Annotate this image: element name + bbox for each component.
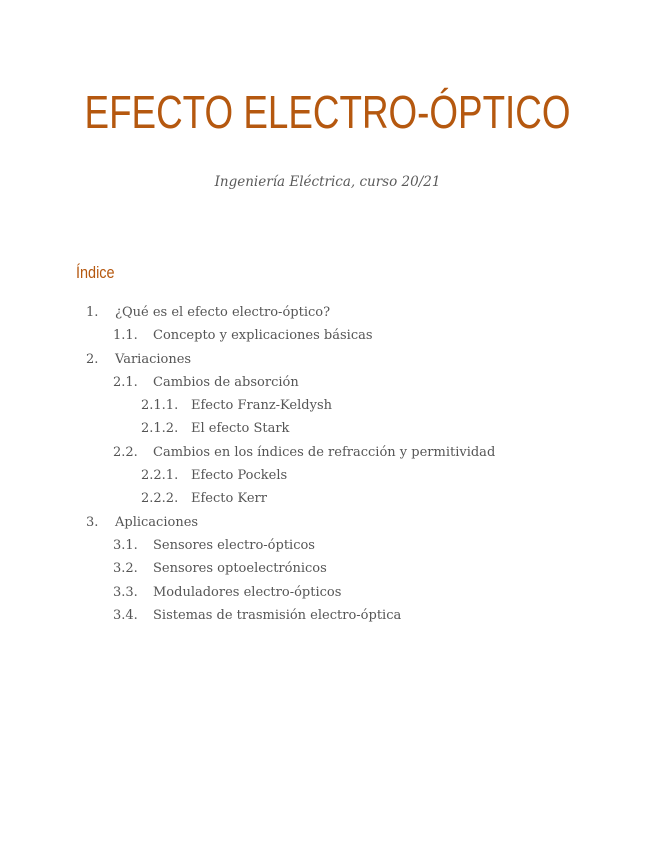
toc-entry-label: ¿Qué es el efecto electro-óptico? [115, 305, 331, 320]
toc-entry-number: 2.1.2. [141, 421, 179, 437]
toc-entry[interactable] [0, 608, 655, 631]
toc-entry[interactable] [0, 445, 655, 468]
toc-entry-label: Aplicaciones [115, 514, 199, 530]
toc-entry[interactable] [0, 538, 655, 561]
toc-entry[interactable] [0, 328, 655, 351]
toc-entry-label: Sensores electro-ópticos [153, 537, 315, 553]
toc-entry-label: Efecto Pockels [191, 468, 288, 484]
toc-entry-number: 3. [86, 514, 99, 530]
toc-entry-number: 2. [86, 351, 99, 367]
toc-entry-label: Cambios en los índices de refracción y permitividad [153, 444, 496, 460]
toc-entry-label: Concepto y explicaciones básicas [153, 328, 373, 344]
toc-entry-label: El efecto Stark [191, 421, 290, 437]
toc-heading: Índice [76, 263, 115, 282]
toc-entry[interactable] [0, 305, 655, 328]
toc-entry-label: Moduladores electro-ópticos [153, 584, 342, 600]
toc-entry-number: 2.2.2. [141, 491, 179, 507]
toc-entry-label: Variaciones [115, 351, 192, 367]
document-title: EFECTO ELECTRO-ÓPTICO [84, 86, 571, 138]
toc-entry[interactable] [0, 421, 655, 444]
toc-entry[interactable] [0, 515, 655, 538]
toc-entry-label: Efecto Kerr [191, 491, 267, 507]
toc-entry-number: 1.1. [113, 328, 138, 344]
toc-entry-number: 3.1. [113, 537, 138, 553]
toc-entry-number: 3.2. [113, 561, 138, 577]
toc-entry-label: Efecto Franz-Keldysh [191, 398, 332, 414]
toc-entry[interactable] [0, 491, 655, 514]
toc-entry-number: 2.1. [113, 374, 138, 390]
toc-entry-label: Sensores optoelectrónicos [153, 561, 327, 577]
toc-entry-number: 1. [86, 305, 99, 320]
toc-entry-number: 2.1.1. [141, 398, 179, 414]
toc-entry-label: Cambios de absorción [153, 374, 299, 390]
toc-entry-label: Sistemas de trasmisión electro-óptica [153, 607, 402, 623]
toc-entry[interactable] [0, 585, 655, 608]
toc-entry-number: 2.2.1. [141, 468, 179, 484]
toc-entry-number: 3.4. [113, 607, 138, 623]
toc-entry[interactable] [0, 352, 655, 375]
toc-entry[interactable] [0, 398, 655, 421]
toc-entry-number: 2.2. [113, 444, 138, 460]
document-subtitle: Ingeniería Eléctrica, curso 20/21 [214, 174, 441, 190]
toc-entry-number: 3.3. [113, 584, 138, 600]
toc-entry[interactable] [0, 468, 655, 491]
toc-entry[interactable] [0, 561, 655, 584]
toc-entry[interactable] [0, 375, 655, 398]
table-of-contents [0, 305, 655, 631]
